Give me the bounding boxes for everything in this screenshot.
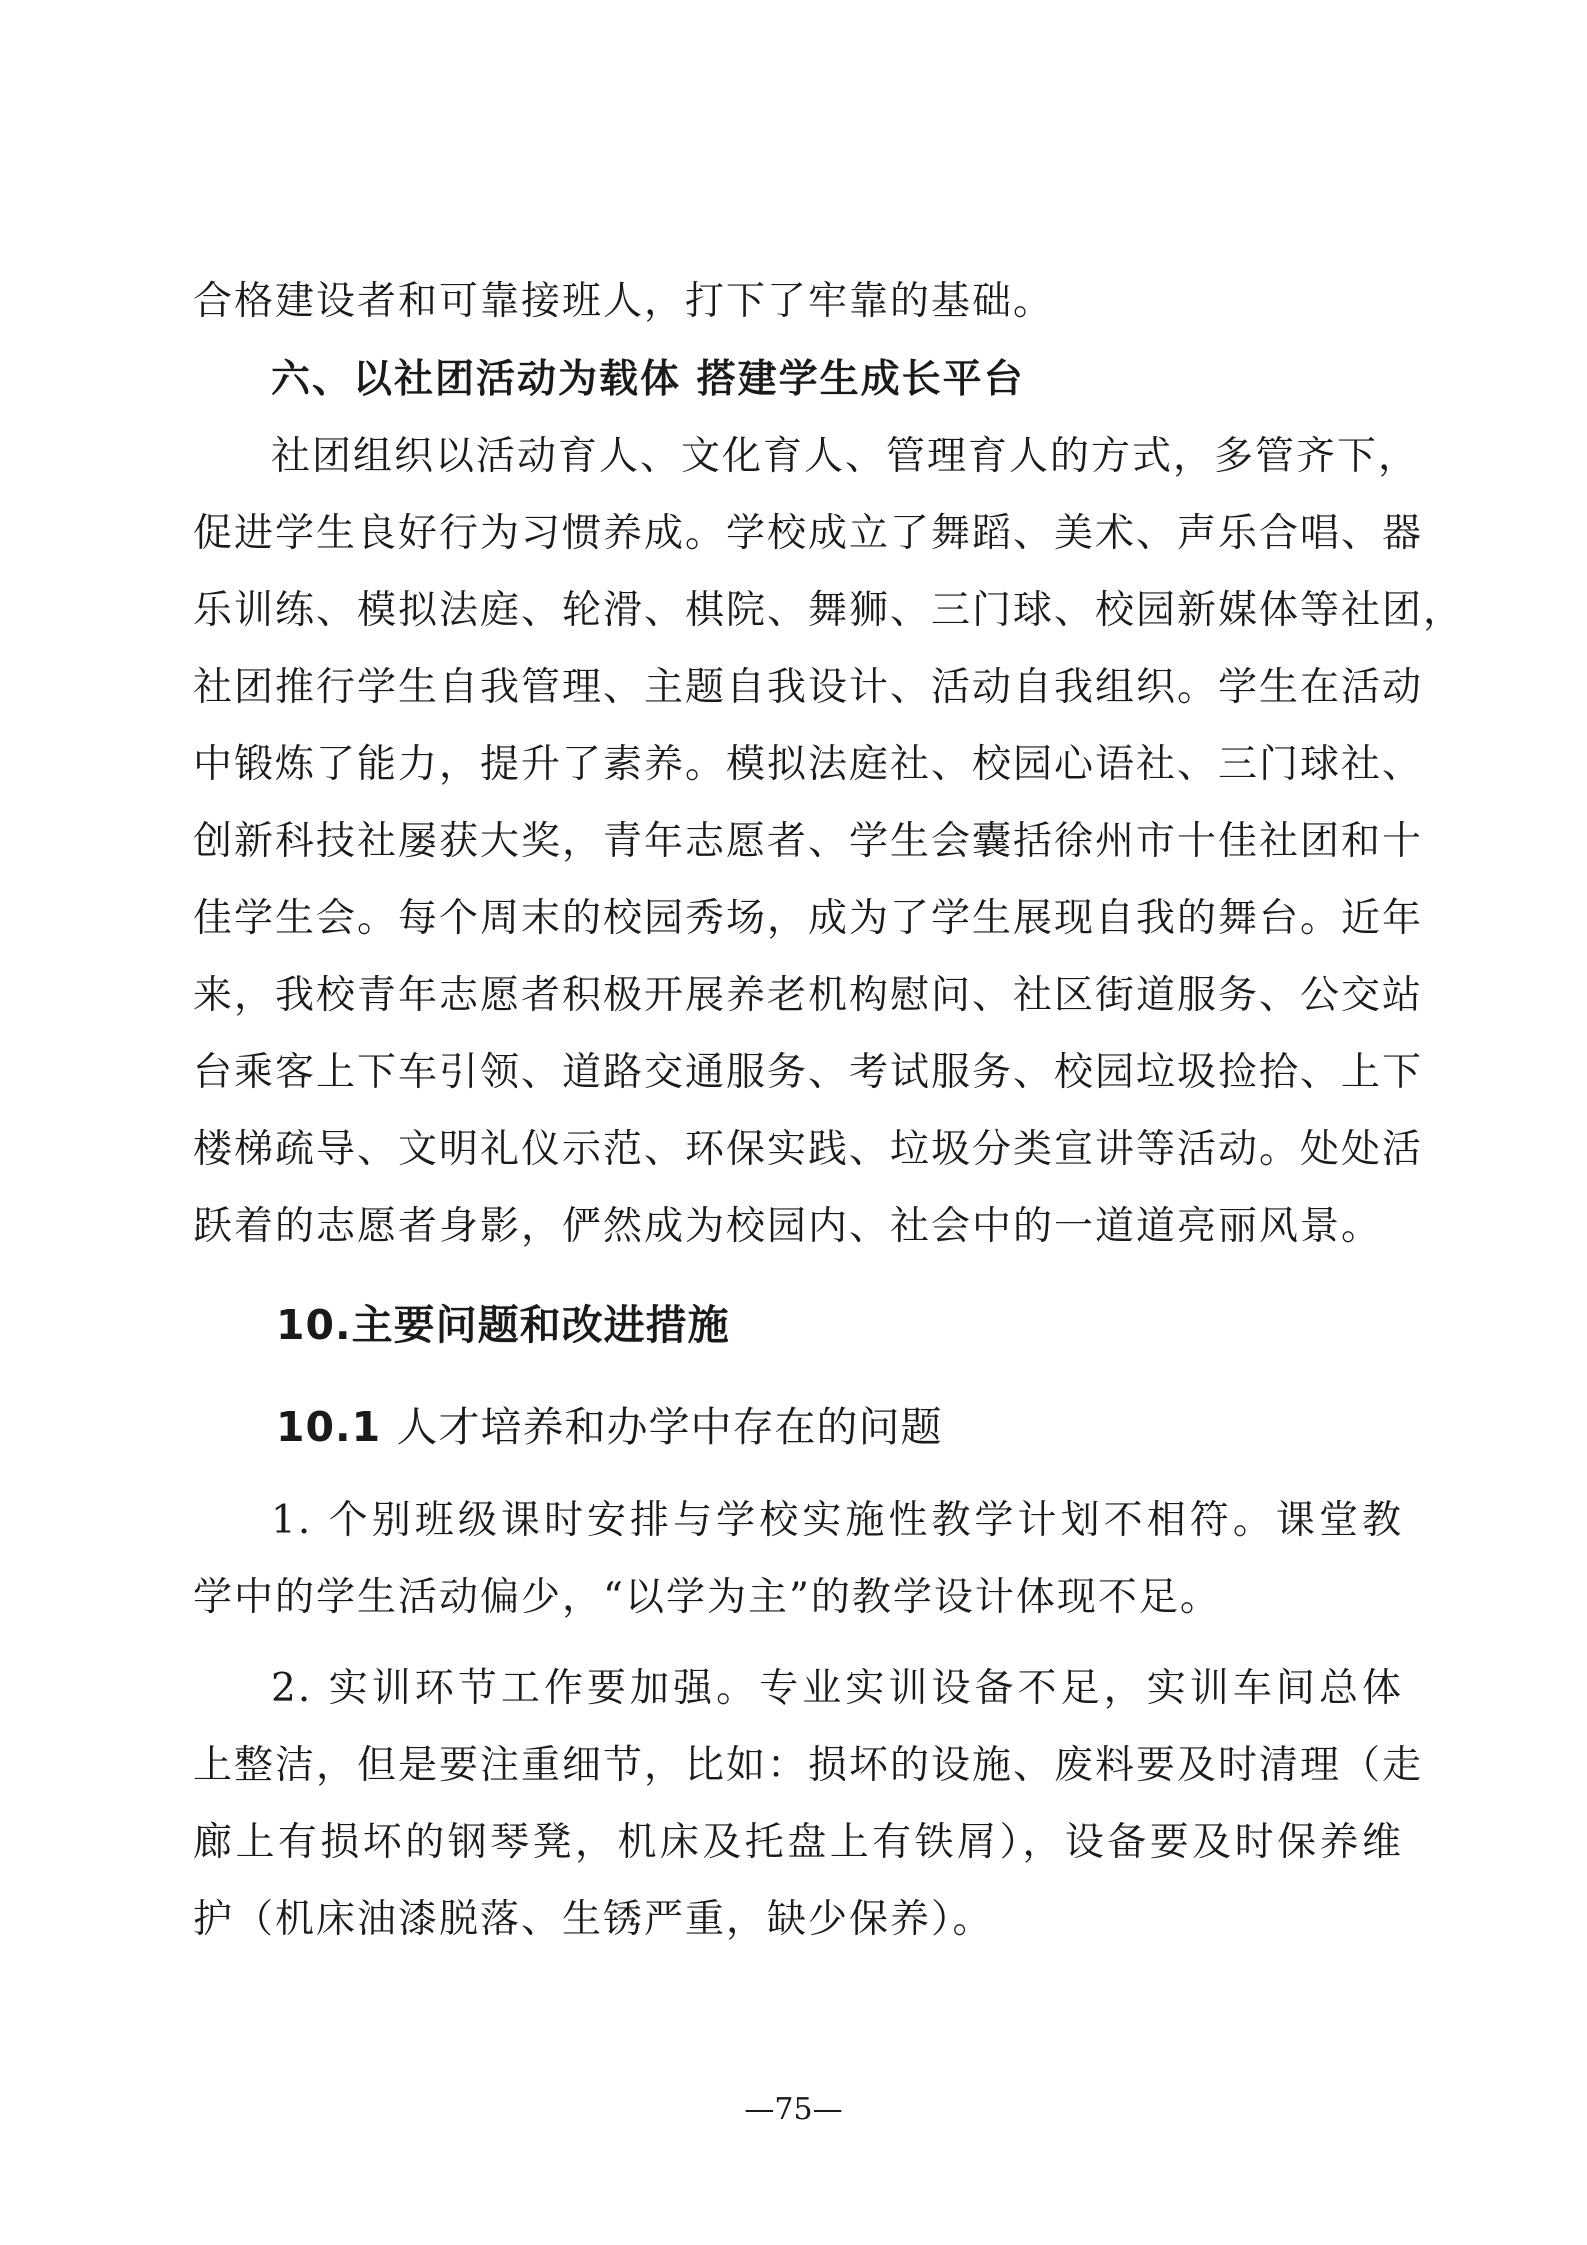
paragraph-line: 2. 实训环节工作要加强。专业实训设备不足，实训车间总体 — [271, 1666, 1403, 1711]
paragraph-line: 社团推行学生自我管理、主题自我设计、活动自我组织。学生在活动 — [193, 665, 1424, 710]
paragraph-line: 佳学生会。每个周末的校园秀场，成为了学生展现自我的舞台。近年 — [193, 896, 1424, 941]
paragraph-line: 中锻炼了能力，提升了素养。模拟法庭社、校园心语社、三门球社、 — [193, 742, 1424, 787]
paragraph-line: 乐训练、模拟法庭、轮滑、棋院、舞狮、三门球、校园新媒体等社团， — [193, 588, 1465, 633]
page-number: —75— — [744, 2092, 843, 2127]
paragraph-line: 楼梯疏导、文明礼仪示范、环保实践、垃圾分类宣讲等活动。处处活 — [193, 1127, 1424, 1172]
section-heading-10-1 — [276, 1400, 942, 1454]
paragraph-line: 合格建设者和可靠接班人，打下了牢靠的基础。 — [193, 279, 1055, 324]
paragraph-line: 1. 个别班级课时安排与学校实施性教学计划不相符。课堂教 — [271, 1498, 1403, 1543]
paragraph-line: 上整洁，但是要注重细节，比如：损坏的设施、废料要及时清理（走 — [193, 1743, 1424, 1788]
paragraph-line: 来，我校青年志愿者积极开展养老机构慰问、社区街道服务、公交站 — [193, 973, 1424, 1018]
heading-number: 10.1 — [276, 1403, 382, 1451]
paragraph-line: 创新科技社屡获大奖，青年志愿者、学生会囊括徐州市十佳社团和十 — [193, 819, 1424, 864]
heading-text: 人才培养和办学中存在的问题 — [396, 1403, 943, 1451]
section-heading-10 — [276, 1298, 730, 1352]
section-heading-six: 六、以社团活动为载体 搭建学生成长平台 — [271, 357, 1025, 402]
paragraph-line: 廊上有损坏的钢琴凳，机床及托盘上有铁屑），设备要及时保养维 — [193, 1820, 1403, 1865]
paragraph-line: 台乘客上下车引领、道路交通服务、考试服务、校园垃圾捡拾、上下 — [193, 1050, 1424, 1095]
paragraph-line: 跃着的志愿者身影，俨然成为校园内、社会中的一道道亮丽风景。 — [193, 1204, 1383, 1249]
paragraph-line: 社团组织以活动育人、文化育人、管理育人的方式，多管齐下， — [271, 434, 1420, 479]
paragraph-line: 学中的学生活动偏少，“以学为主”的教学设计体现不足。 — [193, 1575, 1221, 1620]
heading-text: 主要问题和改进措施 — [351, 1301, 730, 1349]
paragraph-line: 促进学生良好行为习惯养成。学校成立了舞蹈、美术、声乐合唱、器 — [193, 511, 1424, 556]
paragraph-line: 护（机床油漆脱落、生锈严重，缺少保养）。 — [193, 1897, 994, 1942]
heading-number: 10. — [276, 1301, 352, 1349]
